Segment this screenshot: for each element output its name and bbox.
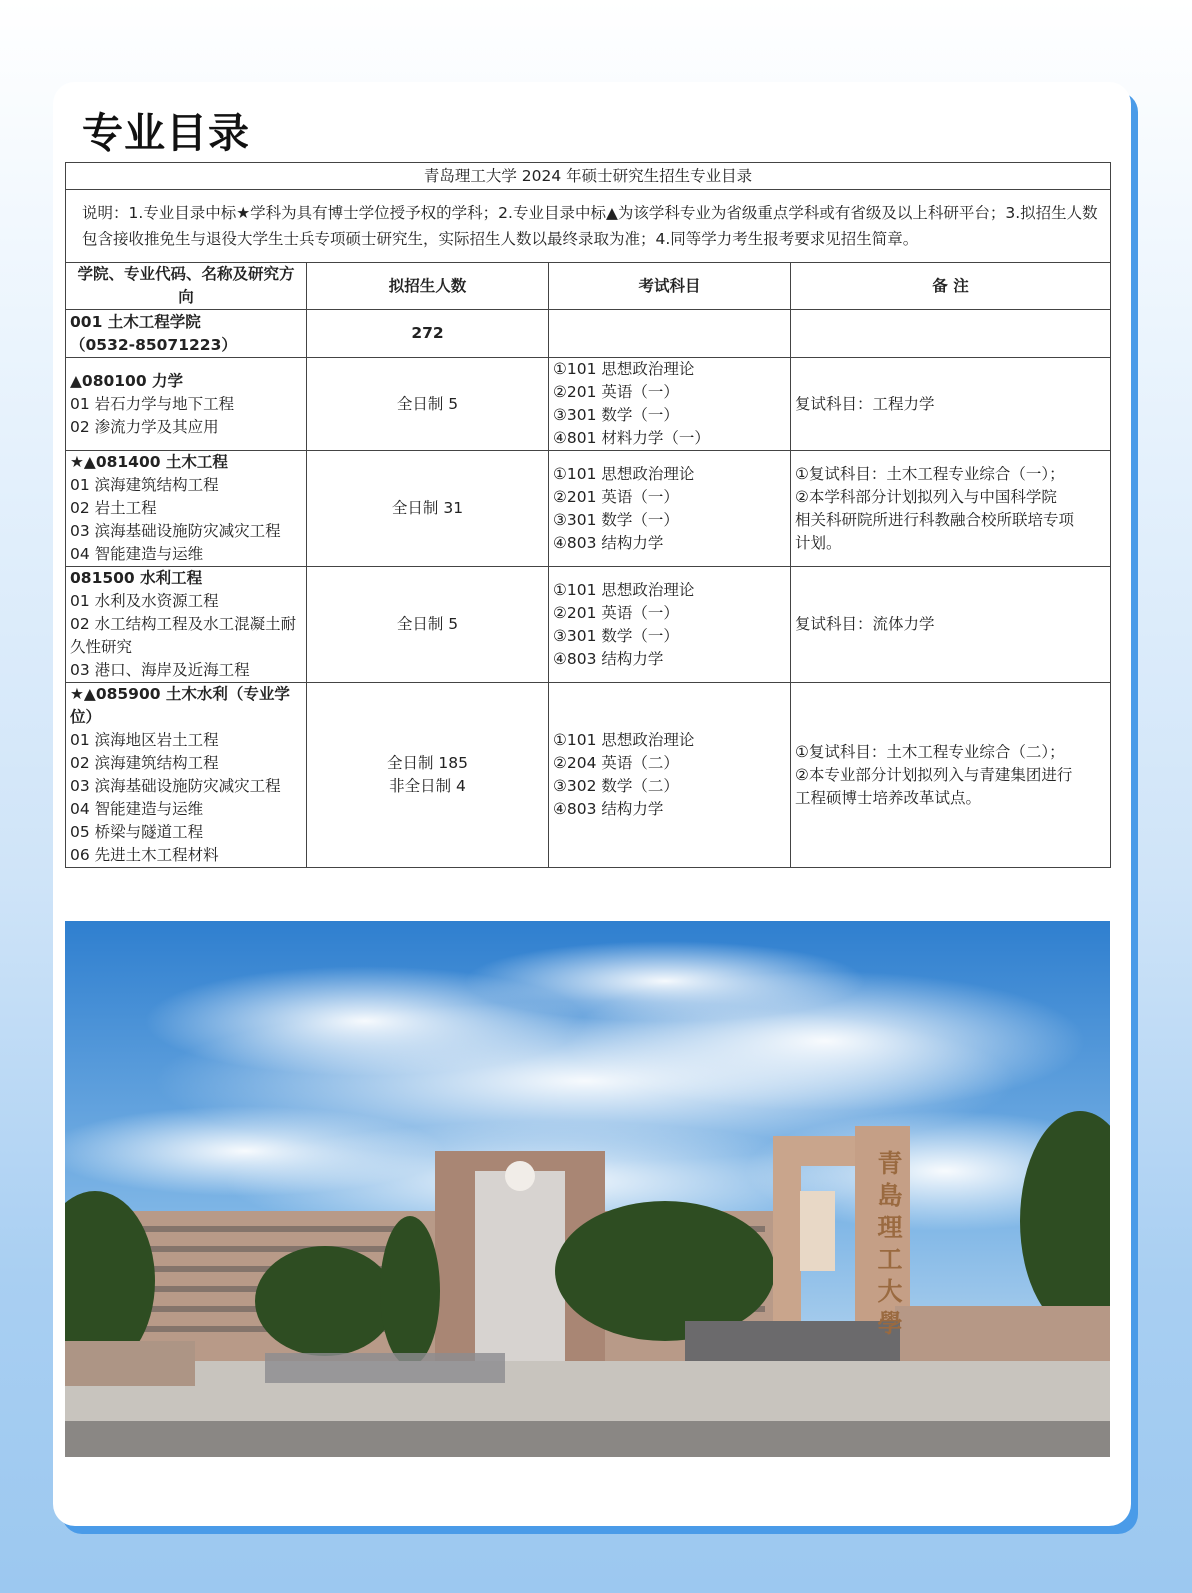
catalog-table: [65, 162, 1111, 868]
exam-subject: ①101 思想政治理论: [553, 360, 695, 378]
road: [65, 1421, 1110, 1457]
college-quota: 272: [307, 310, 549, 358]
fence: [265, 1353, 505, 1383]
remark-line: 复试科目：流体力学: [795, 615, 935, 633]
research-direction: 02 渗流力学及其应用: [70, 417, 219, 436]
gate-character: 大: [877, 1277, 903, 1306]
exam-subject: ①101 思想政治理论: [553, 580, 695, 599]
major-cell: [66, 683, 307, 868]
exam-subject: ①101 思想政治理论: [553, 464, 695, 483]
exam-subject: ③301 数学（一）: [553, 406, 679, 424]
major-title: ▲080100 力学: [70, 371, 184, 390]
quota-cell: [307, 358, 549, 451]
research-direction: 01 滨海地区岩土工程: [70, 731, 219, 749]
quota-value: 全日制 5: [396, 615, 459, 633]
research-direction: 02 滨海建筑结构工程: [70, 754, 219, 772]
subjects-cell: [549, 358, 791, 451]
subjects-cell: [549, 451, 791, 567]
major-cell: [66, 451, 307, 567]
research-direction: 03 滨海基础设施防灾减灾工程: [70, 777, 281, 795]
exam-subject: ③301 数学（一）: [553, 510, 679, 529]
quota-value: 全日制 31: [391, 499, 464, 517]
remark-line: 相关科研院所进行科教融合校所联培专项: [795, 510, 1075, 529]
header-row: [66, 263, 1111, 310]
gate-character: 島: [877, 1181, 903, 1210]
quota-value: 全日制 185: [386, 754, 468, 772]
college-cell: [66, 310, 307, 358]
quota-value: 非全日制 4: [389, 777, 466, 795]
remarks-cell: [791, 451, 1111, 567]
major-title: 081500 水利工程: [70, 569, 203, 587]
subjects-cell: [549, 567, 791, 683]
quota-cell: [307, 451, 549, 567]
remark-line: ②本学科部分计划拟列入与中国科学院: [795, 487, 1057, 506]
research-direction: 02 岩土工程: [70, 499, 157, 517]
research-direction: 01 滨海建筑结构工程: [70, 476, 219, 494]
header-remarks: 备 注: [791, 263, 1111, 310]
gate-character: 學: [877, 1309, 903, 1338]
header-major: 学院、专业代码、名称及研究方向: [66, 263, 307, 310]
college-name: 001 土木工程学院: [70, 312, 201, 331]
research-direction: 05 桥梁与隧道工程: [70, 823, 204, 841]
exam-subject: ③301 数学（一）: [553, 626, 679, 645]
research-direction: 久性研究: [70, 638, 133, 656]
major-row: [66, 451, 1111, 567]
exam-subject: ①101 思想政治理论: [553, 731, 695, 749]
college-remarks: [791, 310, 1111, 358]
campus-photo: [65, 921, 1110, 1457]
research-direction: 02 水工结构工程及水工混凝土耐: [70, 615, 297, 633]
gate-inscription: [872, 1148, 908, 1340]
research-direction: 04 智能建造与运维: [70, 800, 204, 818]
gate-character: 青: [877, 1149, 903, 1178]
remark-line: ①复试科目：土木工程专业综合（一）；: [795, 464, 1065, 483]
gate-character: 理: [877, 1213, 903, 1242]
exam-subject: ②204 英语（二）: [553, 754, 679, 772]
page-title: 专业目录: [82, 109, 250, 157]
gate-character: 工: [877, 1245, 903, 1274]
quota-value: 全日制 5: [396, 394, 459, 413]
research-direction: 04 智能建造与运维: [70, 545, 204, 563]
subjects-cell: [549, 683, 791, 868]
college-row: [66, 310, 1111, 358]
exam-subject: ②201 英语（一）: [553, 383, 679, 401]
major-title: ★▲085900 土木水利（专业学位）: [70, 685, 290, 726]
exam-subject: ②201 英语（一）: [553, 487, 679, 506]
remarks-cell: [791, 358, 1111, 451]
major-cell: [66, 358, 307, 451]
major-title: ★▲081400 土木工程: [70, 453, 228, 471]
research-direction: 03 滨海基础设施防灾减灾工程: [70, 522, 281, 540]
exam-subject: ④801 材料力学（一）: [553, 429, 710, 447]
remarks-cell: [791, 567, 1111, 683]
research-direction: 03 港口、海岸及近海工程: [70, 661, 250, 679]
remarks-cell: [791, 683, 1111, 868]
exam-subject: ④803 结构力学: [553, 649, 664, 668]
college-phone: （0532-85071223）: [70, 335, 237, 354]
remark-line: 计划。: [795, 533, 842, 552]
exam-subject: ④803 结构力学: [553, 533, 664, 552]
major-row: [66, 683, 1111, 868]
major-cell: [66, 567, 307, 683]
exam-subject: ④803 结构力学: [553, 800, 664, 818]
research-direction: 01 水利及水资源工程: [70, 592, 219, 610]
quota-cell: [307, 683, 549, 868]
campus-illustration: [65, 921, 1110, 1457]
research-direction: 01 岩石力学与地下工程: [70, 394, 235, 413]
header-quota: 拟招生人数: [307, 263, 549, 310]
major-row: [66, 567, 1111, 683]
college-subjects: [549, 310, 791, 358]
remark-line: 工程硕博士培养改革试点。: [795, 788, 982, 807]
research-direction: 06 先进土木工程材料: [70, 846, 219, 864]
exam-subject: ③302 数学（二）: [553, 777, 679, 795]
major-rows: [66, 358, 1111, 868]
remark-line: ②本专业部分计划拟列入与青建集团进行: [795, 765, 1073, 784]
quota-cell: [307, 567, 549, 683]
table-caption: 青岛理工大学 2024 年硕士研究生招生专业目录: [66, 163, 1111, 190]
stone-sign: [65, 1341, 195, 1386]
major-row: [66, 358, 1111, 451]
header-subjects: 考试科目: [549, 263, 791, 310]
table-note: 说明：1.专业目录中标★学科为具有博士学位授予权的学科；2.专业目录中标▲为该学科专业为省级重点学科或有省级及以上科研平台；3.拟招生人数包含接收推免生与退役大学生士兵专项硕士研究生，实际招生人数以最终录取为准；4.同等学力考生报考要求见招生简章。: [66, 190, 1111, 263]
remark-line: 复试科目：工程力学: [795, 394, 935, 413]
exam-subject: ②201 英语（一）: [553, 603, 679, 622]
remark-line: ①复试科目：土木工程专业综合（二）；: [795, 742, 1065, 761]
